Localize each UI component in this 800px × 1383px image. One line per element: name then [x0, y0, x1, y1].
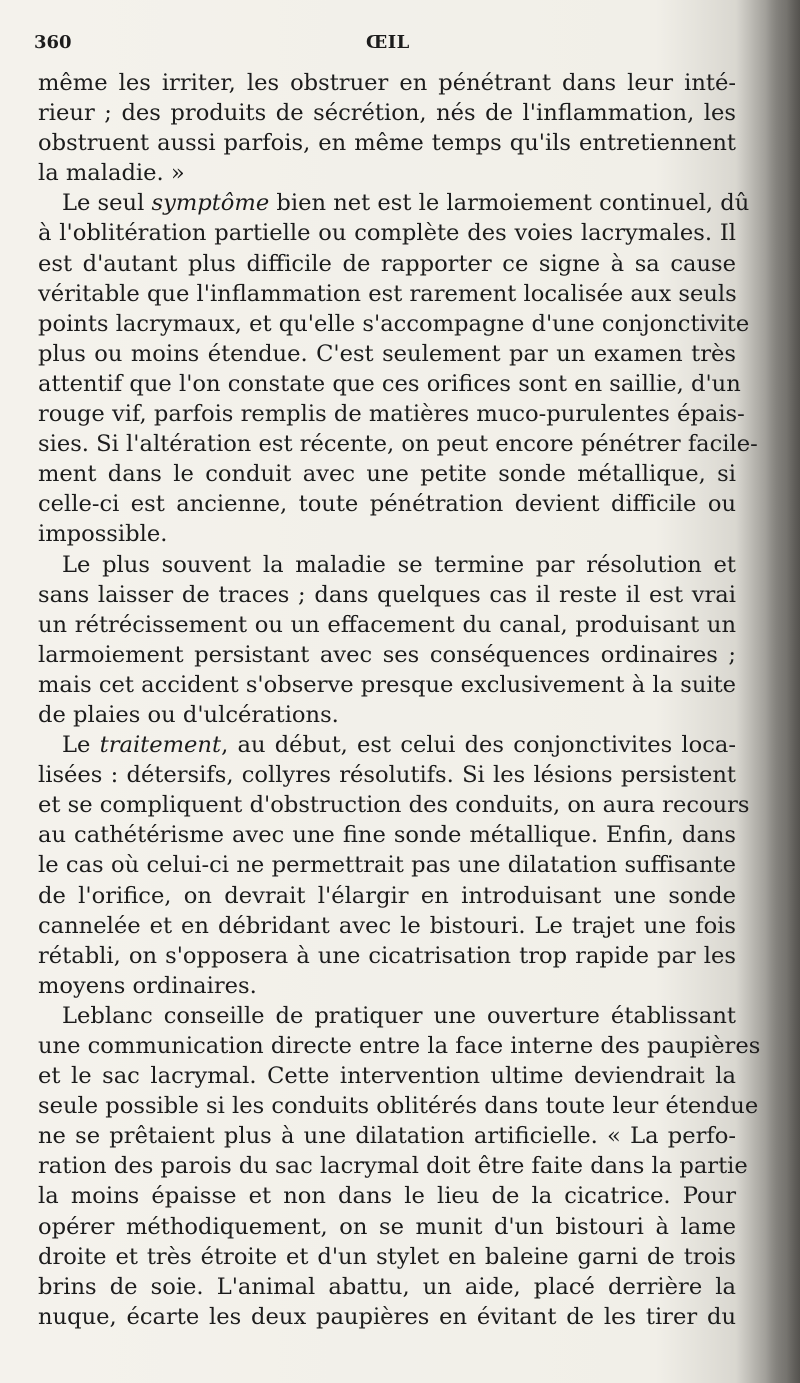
text-line: ne se prêtaient plus à une dilatation artificielle. « La perfo- — [38, 1123, 736, 1150]
text-line: nuque, écarte les deux paupières en évitant de les tirer du — [38, 1303, 736, 1330]
text-line: sans laisser de traces ; dans quelques cas il reste il est vrai — [38, 581, 736, 608]
text-line: Le traitement, au début, est celui des conjonctivites loca- — [62, 732, 737, 759]
paragraph-leblanc — [38, 1001, 761, 1332]
text-line: de plaies ou d'ulcérations. — [38, 701, 339, 728]
text-line: la maladie. » — [38, 160, 185, 187]
text-line: moyens ordinaires. — [38, 972, 257, 999]
text-line: Le seul symptôme bien net est le larmoiement continuel, dû — [62, 190, 750, 217]
text-line: cannelée et en débridant avec le bistouri. Le trajet une fois — [38, 912, 736, 939]
text-line: au cathétérisme avec une fine sonde métallique. Enfin, dans — [38, 822, 736, 849]
page-edge-shadow — [766, 0, 800, 1383]
body-text — [38, 68, 761, 1332]
text-line: obstruent aussi parfois, en même temps qu'ils entretiennent — [38, 130, 736, 157]
paragraph-continuation — [38, 68, 736, 188]
text-line: est d'autant plus difficile de rapporter ce signe à sa cause — [38, 250, 736, 277]
running-title: ŒIL — [366, 32, 410, 53]
text-line: de l'orifice, on devrait l'élargir en introduisant une sonde — [38, 882, 736, 909]
text-line: brins de soie. L'animal abattu, un aide, placé derrière la — [38, 1273, 736, 1300]
text-line: plus ou moins étendue. C'est seulement par un examen très — [38, 340, 736, 367]
text-line: une communication directe entre la face interne des paupières — [38, 1033, 761, 1059]
text-line: mais cet accident s'observe presque exclusivement à la suite — [38, 671, 737, 698]
text-line: rieur ; des produits de sécrétion, nés de l'inflammation, les — [38, 100, 736, 127]
text-line: attentif que l'on constate que ces orifices sont en saillie, d'un — [38, 370, 741, 397]
page-number: 360 — [34, 32, 72, 53]
text-line: rouge vif, parfois remplis de matières muco-purulentes épais- — [38, 401, 745, 428]
text-line: seule possible si les conduits oblitérés dans toute leur étendue — [38, 1093, 759, 1120]
text-line: larmoiement persistant avec ses conséquences ordinaires ; — [38, 641, 736, 668]
text-line: Le plus souvent la maladie se termine par résolution et — [62, 551, 736, 578]
text-line: la moins épaisse et non dans le lieu de la cicatrice. Pour — [38, 1183, 736, 1210]
page-header — [34, 32, 724, 58]
emphasized-term: symptôme — [151, 190, 270, 217]
text-line: ration des parois du sac lacrymal doit être faite dans la partie — [38, 1153, 748, 1180]
text-line: lisées : détersifs, collyres résolutifs. Si les lésions persistent — [38, 762, 736, 789]
text-line: le cas où celui-ci ne permettrait pas une dilatation suffisante — [38, 852, 736, 879]
text-line: rétabli, on s'opposera à une cicatrisation trop rapide par les — [38, 942, 736, 969]
emphasized-term: traitement — [99, 732, 222, 759]
text-line: ment dans le conduit avec une petite sonde métallique, si — [38, 461, 736, 488]
text-line: Leblanc conseille de pratiquer une ouverture établissant — [62, 1002, 736, 1029]
paragraph-symptome — [38, 188, 758, 549]
text-line: et le sac lacrymal. Cette intervention ultime deviendrait la — [38, 1063, 736, 1090]
text-line: et se compliquent d'obstruction des conduits, on aura recours — [38, 792, 750, 819]
text-line: même les irriter, les obstruer en pénétrant dans leur inté- — [38, 70, 736, 96]
text-line: un rétrécissement ou un effacement du canal, produisant un — [38, 611, 736, 638]
text-line: droite et très étroite et d'un stylet en baleine garni de trois — [38, 1243, 736, 1270]
text-line: à l'oblitération partielle ou complète des voies lacrymales. Il — [38, 220, 736, 247]
text-line: impossible. — [38, 521, 168, 548]
text-line: celle-ci est ancienne, toute pénétration devient difficile ou — [38, 491, 736, 518]
paragraph-evolution — [38, 550, 736, 731]
text-line: sies. Si l'altération est récente, on peut encore pénétrer facile- — [38, 431, 758, 458]
text-line: véritable que l'inflammation est rarement localisée aux seuls — [38, 280, 737, 307]
paragraph-traitement — [38, 730, 750, 1001]
text-line: points lacrymaux, et qu'elle s'accompagne d'une conjonctivite — [38, 310, 750, 337]
text-line: opérer méthodiquement, on se munit d'un bistouri à lame — [38, 1213, 736, 1240]
